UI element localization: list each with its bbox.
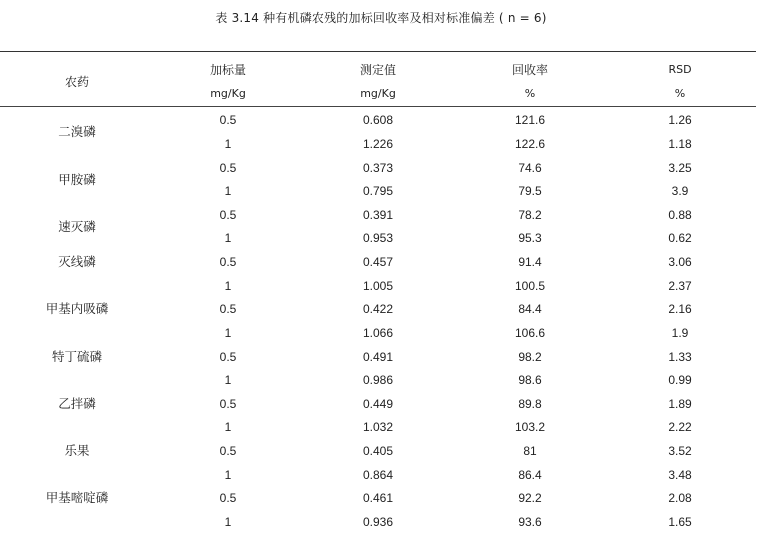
measured-cell: 1.032 xyxy=(362,420,394,434)
header-recovery: 回收率 xyxy=(511,63,549,77)
spike-cell: 0.5 xyxy=(219,255,237,269)
recovery-cell: 89.8 xyxy=(518,397,542,411)
header-pesticide: 农药 xyxy=(64,75,90,89)
measured-cell: 0.864 xyxy=(362,468,394,482)
measured-cell: 0.422 xyxy=(362,302,394,316)
pesticide-name: 特丁硫磷 xyxy=(51,349,103,364)
spike-cell: 0.5 xyxy=(219,208,237,222)
rsd-cell: 3.52 xyxy=(668,444,692,458)
spike-cell: 1 xyxy=(224,137,232,151)
pesticide-name: 二溴磷 xyxy=(58,124,96,139)
rsd-cell: 1.65 xyxy=(668,515,692,529)
table-caption: 表 3.14 种有机磷农残的加标回收率及相对标准偏差 ( n = 6) xyxy=(215,11,547,25)
spike-cell: 1 xyxy=(224,420,232,434)
recovery-cell: 103.2 xyxy=(514,420,546,434)
measured-cell: 1.066 xyxy=(362,326,394,340)
spike-cell: 1 xyxy=(224,468,232,482)
measured-cell: 0.457 xyxy=(362,255,394,269)
pesticide-name: 甲基嘧啶磷 xyxy=(45,490,109,505)
measured-cell: 0.373 xyxy=(362,161,394,175)
header-measured-unit: mg/Kg xyxy=(360,87,396,100)
recovery-cell: 95.3 xyxy=(518,231,542,245)
pesticide-name: 灭线磷 xyxy=(58,254,96,269)
rsd-cell: 0.88 xyxy=(668,208,692,222)
spike-cell: 0.5 xyxy=(219,350,237,364)
recovery-cell: 92.2 xyxy=(518,491,542,505)
recovery-cell: 86.4 xyxy=(518,468,542,482)
rsd-cell: 2.22 xyxy=(668,420,692,434)
recovery-cell: 81 xyxy=(523,444,537,458)
rsd-cell: 2.37 xyxy=(668,279,692,293)
measured-cell: 0.795 xyxy=(362,184,394,198)
recovery-cell: 100.5 xyxy=(514,279,546,293)
spike-cell: 0.5 xyxy=(219,491,237,505)
rsd-cell: 1.89 xyxy=(668,397,692,411)
measured-cell: 0.986 xyxy=(362,373,394,387)
header-spike: 加标量 xyxy=(209,63,247,77)
spike-cell: 0.5 xyxy=(219,302,237,316)
spike-cell: 1 xyxy=(224,184,232,198)
recovery-cell: 74.6 xyxy=(518,161,542,175)
recovery-cell: 84.4 xyxy=(518,302,542,316)
spike-cell: 1 xyxy=(224,326,232,340)
spike-cell: 0.5 xyxy=(219,161,237,175)
pesticide-name: 甲胺磷 xyxy=(58,172,96,187)
rsd-cell: 1.18 xyxy=(668,137,692,151)
measured-cell: 0.608 xyxy=(362,113,394,127)
spike-cell: 1 xyxy=(224,231,232,245)
table-top-rule xyxy=(0,51,756,52)
header-bottom-rule xyxy=(0,106,756,107)
pesticide-name: 甲基内吸磷 xyxy=(45,301,109,316)
recovery-cell: 78.2 xyxy=(518,208,542,222)
spike-cell: 1 xyxy=(224,279,232,293)
measured-cell: 0.936 xyxy=(362,515,394,529)
recovery-cell: 98.2 xyxy=(518,350,542,364)
recovery-cell: 91.4 xyxy=(518,255,542,269)
header-recovery-unit: % xyxy=(524,87,536,100)
measured-cell: 0.461 xyxy=(362,491,394,505)
rsd-cell: 3.25 xyxy=(668,161,692,175)
measured-cell: 0.953 xyxy=(362,231,394,245)
rsd-cell: 2.16 xyxy=(668,302,692,316)
measured-cell: 1.005 xyxy=(362,279,394,293)
rsd-cell: 1.9 xyxy=(671,326,689,340)
rsd-cell: 1.33 xyxy=(668,350,692,364)
recovery-cell: 98.6 xyxy=(518,373,542,387)
spike-cell: 0.5 xyxy=(219,397,237,411)
pesticide-name: 乐果 xyxy=(64,443,90,458)
pesticide-name: 速灭磷 xyxy=(58,219,96,234)
measured-cell: 0.449 xyxy=(362,397,394,411)
measured-cell: 0.391 xyxy=(362,208,394,222)
header-rsd: RSD xyxy=(668,63,692,76)
spike-cell: 0.5 xyxy=(219,444,237,458)
measured-cell: 0.491 xyxy=(362,350,394,364)
header-spike-unit: mg/Kg xyxy=(210,87,246,100)
spike-cell: 1 xyxy=(224,373,232,387)
recovery-cell: 121.6 xyxy=(514,113,546,127)
recovery-cell: 93.6 xyxy=(518,515,542,529)
rsd-cell: 0.99 xyxy=(668,373,692,387)
spike-cell: 0.5 xyxy=(219,113,237,127)
rsd-cell: 3.06 xyxy=(668,255,692,269)
measured-cell: 0.405 xyxy=(362,444,394,458)
rsd-cell: 2.08 xyxy=(668,491,692,505)
pesticide-name: 乙拌磷 xyxy=(58,396,96,411)
recovery-cell: 106.6 xyxy=(514,326,546,340)
rsd-cell: 3.9 xyxy=(671,184,689,198)
spike-cell: 1 xyxy=(224,515,232,529)
recovery-cell: 79.5 xyxy=(518,184,542,198)
rsd-cell: 1.26 xyxy=(668,113,692,127)
rsd-cell: 3.48 xyxy=(668,468,692,482)
recovery-cell: 122.6 xyxy=(514,137,546,151)
header-rsd-unit: % xyxy=(674,87,686,100)
measured-cell: 1.226 xyxy=(362,137,394,151)
header-measured: 测定值 xyxy=(359,63,397,77)
rsd-cell: 0.62 xyxy=(668,231,692,245)
